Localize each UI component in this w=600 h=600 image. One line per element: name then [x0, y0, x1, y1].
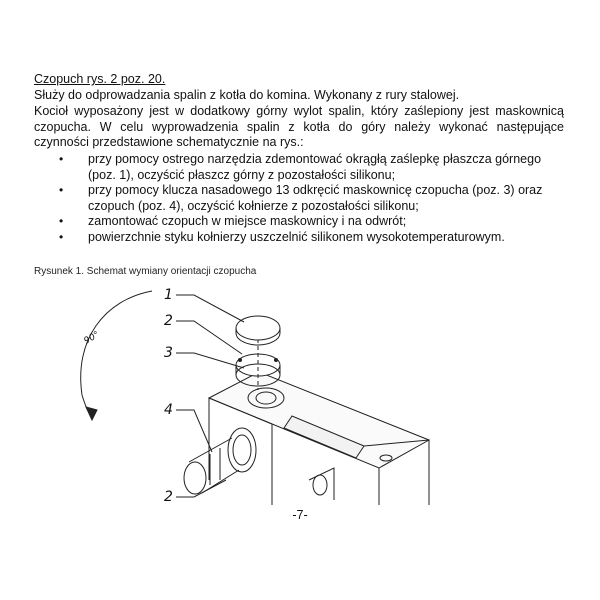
callout-leader-2	[176, 321, 242, 354]
callout-2: 2	[164, 313, 173, 329]
rotation-arrow	[81, 291, 152, 418]
callout-3: 3	[164, 345, 173, 361]
bullet-icon: •	[59, 183, 64, 197]
boiler-top-panel	[209, 372, 429, 468]
list-item-text: przy pomocy klucza nasadowego 13 odkręcić maskownicę czopucha (poz. 3) oraz czopuch (poz. 4), oczyścić kołnierze z pozostałości silikonu;	[88, 183, 543, 213]
bullet-icon: •	[59, 229, 64, 244]
list-item-text: powierzchnie styku kołnierzy uszczelnić silikonem wysokotemperaturowym.	[88, 229, 505, 244]
list-item	[34, 214, 564, 230]
instructions-paragraph: Kocioł wyposażony jest w dodatkowy górny wylot spalin, który zaślepiony jest maskownicą czopucha. W celu wyprowadzenia spalin z kotła do góry należy wykonać następujące czynności przedstawione schematycznie na rys.:	[34, 104, 564, 149]
bullet-icon: •	[59, 214, 64, 228]
rotation-arrowhead-icon	[86, 407, 97, 420]
callout-5: 2	[164, 489, 173, 505]
list-item	[34, 152, 564, 183]
cover-plate	[236, 316, 280, 340]
intro-paragraph: Służy do odprowadzania spalin z kotła do komina. Wykonany z rury stalowej.	[34, 88, 460, 102]
list-item-text: zamontować czopuch w miejsce maskownicy i na odwrót;	[88, 214, 407, 228]
page-number: -7-	[292, 508, 308, 522]
steps-list	[34, 152, 564, 245]
callout-leader-3	[176, 353, 244, 368]
callout-4: 4	[164, 402, 173, 418]
flue-pipe-diagram	[34, 280, 434, 505]
outlet-mask-flange	[236, 354, 280, 376]
callout-leader-4	[176, 410, 212, 452]
figure-caption: Rysunek 1. Schemat wymiany orientacji czopucha	[34, 266, 257, 277]
section-heading: Czopuch rys. 2 poz. 20.	[34, 72, 166, 86]
list-item	[34, 183, 564, 214]
list-item-text: przy pomocy ostrego narzędzia zdemontować okrągłą zaślepkę płaszcza górnego (poz. 1), oczyścić płaszcz górny z pozostałości silikonu;	[88, 152, 542, 182]
bullet-icon: •	[59, 152, 64, 166]
list-item	[34, 230, 564, 246]
callout-leader-1	[176, 295, 244, 322]
callout-1: 1	[164, 287, 173, 303]
rotation-label: 90°	[82, 329, 102, 347]
